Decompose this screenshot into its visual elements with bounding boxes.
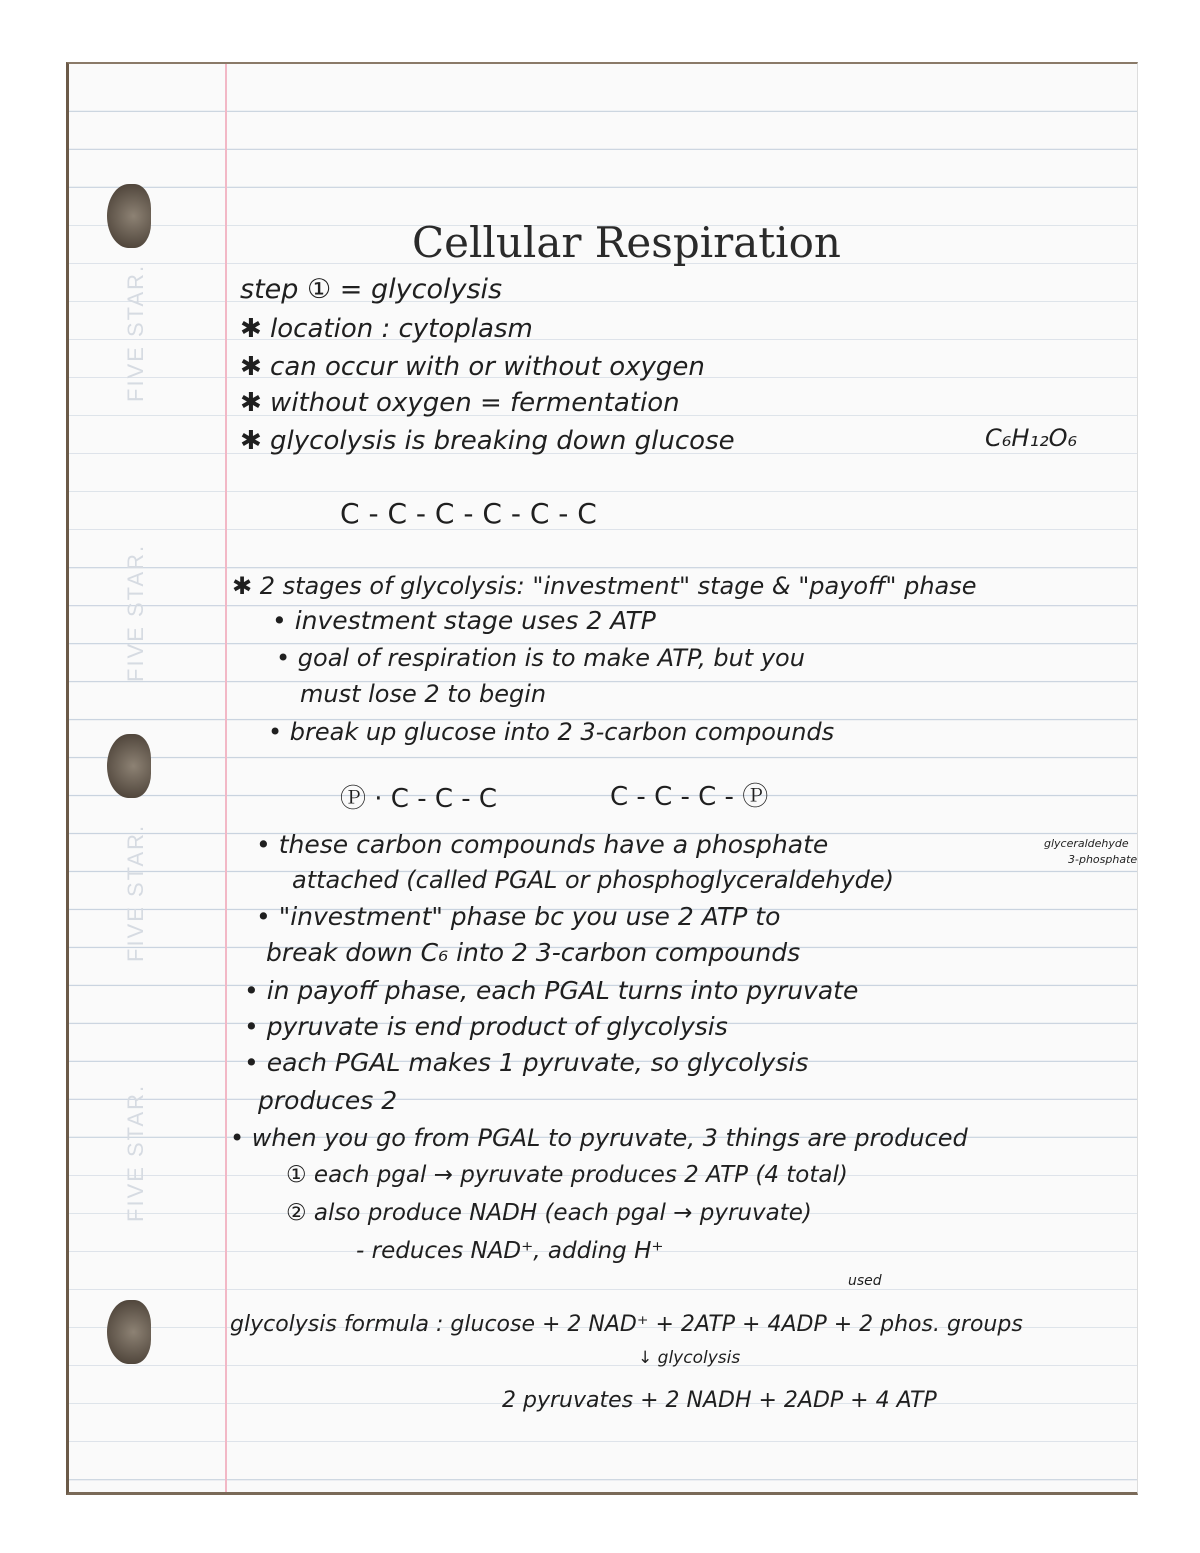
investment-phase-line-1: • "investment" phase bc you use 2 ATP to — [256, 902, 781, 931]
investment-uses-line: • investment stage uses 2 ATP — [272, 606, 656, 635]
phosphate-line-2: attached (called PGAL or phosphoglyceraldehyde) — [292, 866, 895, 894]
investment-phase-line-2: break down C₆ into 2 3-carbon compounds — [266, 938, 801, 967]
fermentation-line: ✱ without oxygen = fermentation — [240, 388, 680, 418]
glycolysis-formula-line: glycolysis formula : glucose + 2 NAD⁺ + 2ATP + 4ADP + 2 phos. groups — [230, 1312, 1023, 1337]
brand-watermark: FIVE STAR. — [123, 263, 148, 402]
payoff-line: • in payoff phase, each PGAL turns into pyruvate — [244, 976, 859, 1005]
glucose-formula: C₆H₁₂O₆ — [985, 424, 1078, 452]
goal-line-2: must lose 2 to begin — [300, 680, 547, 708]
notebook-page — [66, 62, 1138, 1495]
binder-hole — [107, 734, 151, 798]
goal-line-1: • goal of respiration is to make ATP, but you — [276, 644, 805, 672]
glycolysis-arrow-label: ↓ glycolysis — [638, 1348, 741, 1368]
used-label: used — [848, 1273, 882, 1289]
brand-watermark: FIVE STAR. — [123, 543, 148, 682]
page-title: Cellular Respiration — [412, 218, 841, 267]
carbon-chain: C - C - C - C - C - C — [340, 497, 597, 530]
stages-line: ✱ 2 stages of glycolysis: "investment" stage & "payoff" phase — [232, 572, 977, 600]
brand-watermark: FIVE STAR. — [123, 1083, 148, 1222]
binder-hole — [107, 1300, 151, 1364]
binder-hole — [107, 184, 151, 248]
compound-right: C - C - C - Ⓟ — [610, 782, 769, 812]
each-pgal-line-1: • each PGAL makes 1 pyruvate, so glycolysis — [244, 1048, 809, 1077]
pyruvate-end-line: • pyruvate is end product of glycolysis — [244, 1012, 728, 1041]
side-note-1: glyceraldehyde — [1044, 837, 1129, 850]
three-things-line: • when you go from PGAL to pyruvate, 3 things are produced — [230, 1124, 968, 1152]
products-line: 2 pyruvates + 2 NADH + 2ADP + 4 ATP — [502, 1388, 937, 1413]
compound-left: Ⓟ · C - C - C — [340, 784, 498, 814]
location-line: ✱ location : cytoplasm — [240, 314, 533, 344]
brand-watermark: FIVE STAR. — [123, 823, 148, 962]
phosphate-line-1: • these carbon compounds have a phosphate — [256, 830, 829, 859]
item-one: ① each pgal → pyruvate produces 2 ATP (4 total) — [286, 1162, 848, 1188]
item-two: ② also produce NADH (each pgal → pyruvate) — [286, 1200, 812, 1226]
break-up-line: • break up glucose into 2 3-carbon compounds — [268, 718, 835, 746]
each-pgal-line-2: produces 2 — [258, 1086, 398, 1115]
oxygen-line: ✱ can occur with or without oxygen — [240, 352, 705, 382]
reduces-line: - reduces NAD⁺, adding H⁺ — [356, 1238, 664, 1264]
side-note-2: 3-phosphate — [1068, 853, 1138, 866]
margin-line — [225, 64, 227, 1492]
glycolysis-definition: ✱ glycolysis is breaking down glucose — [240, 426, 735, 456]
step-line: step ① = glycolysis — [240, 274, 503, 305]
